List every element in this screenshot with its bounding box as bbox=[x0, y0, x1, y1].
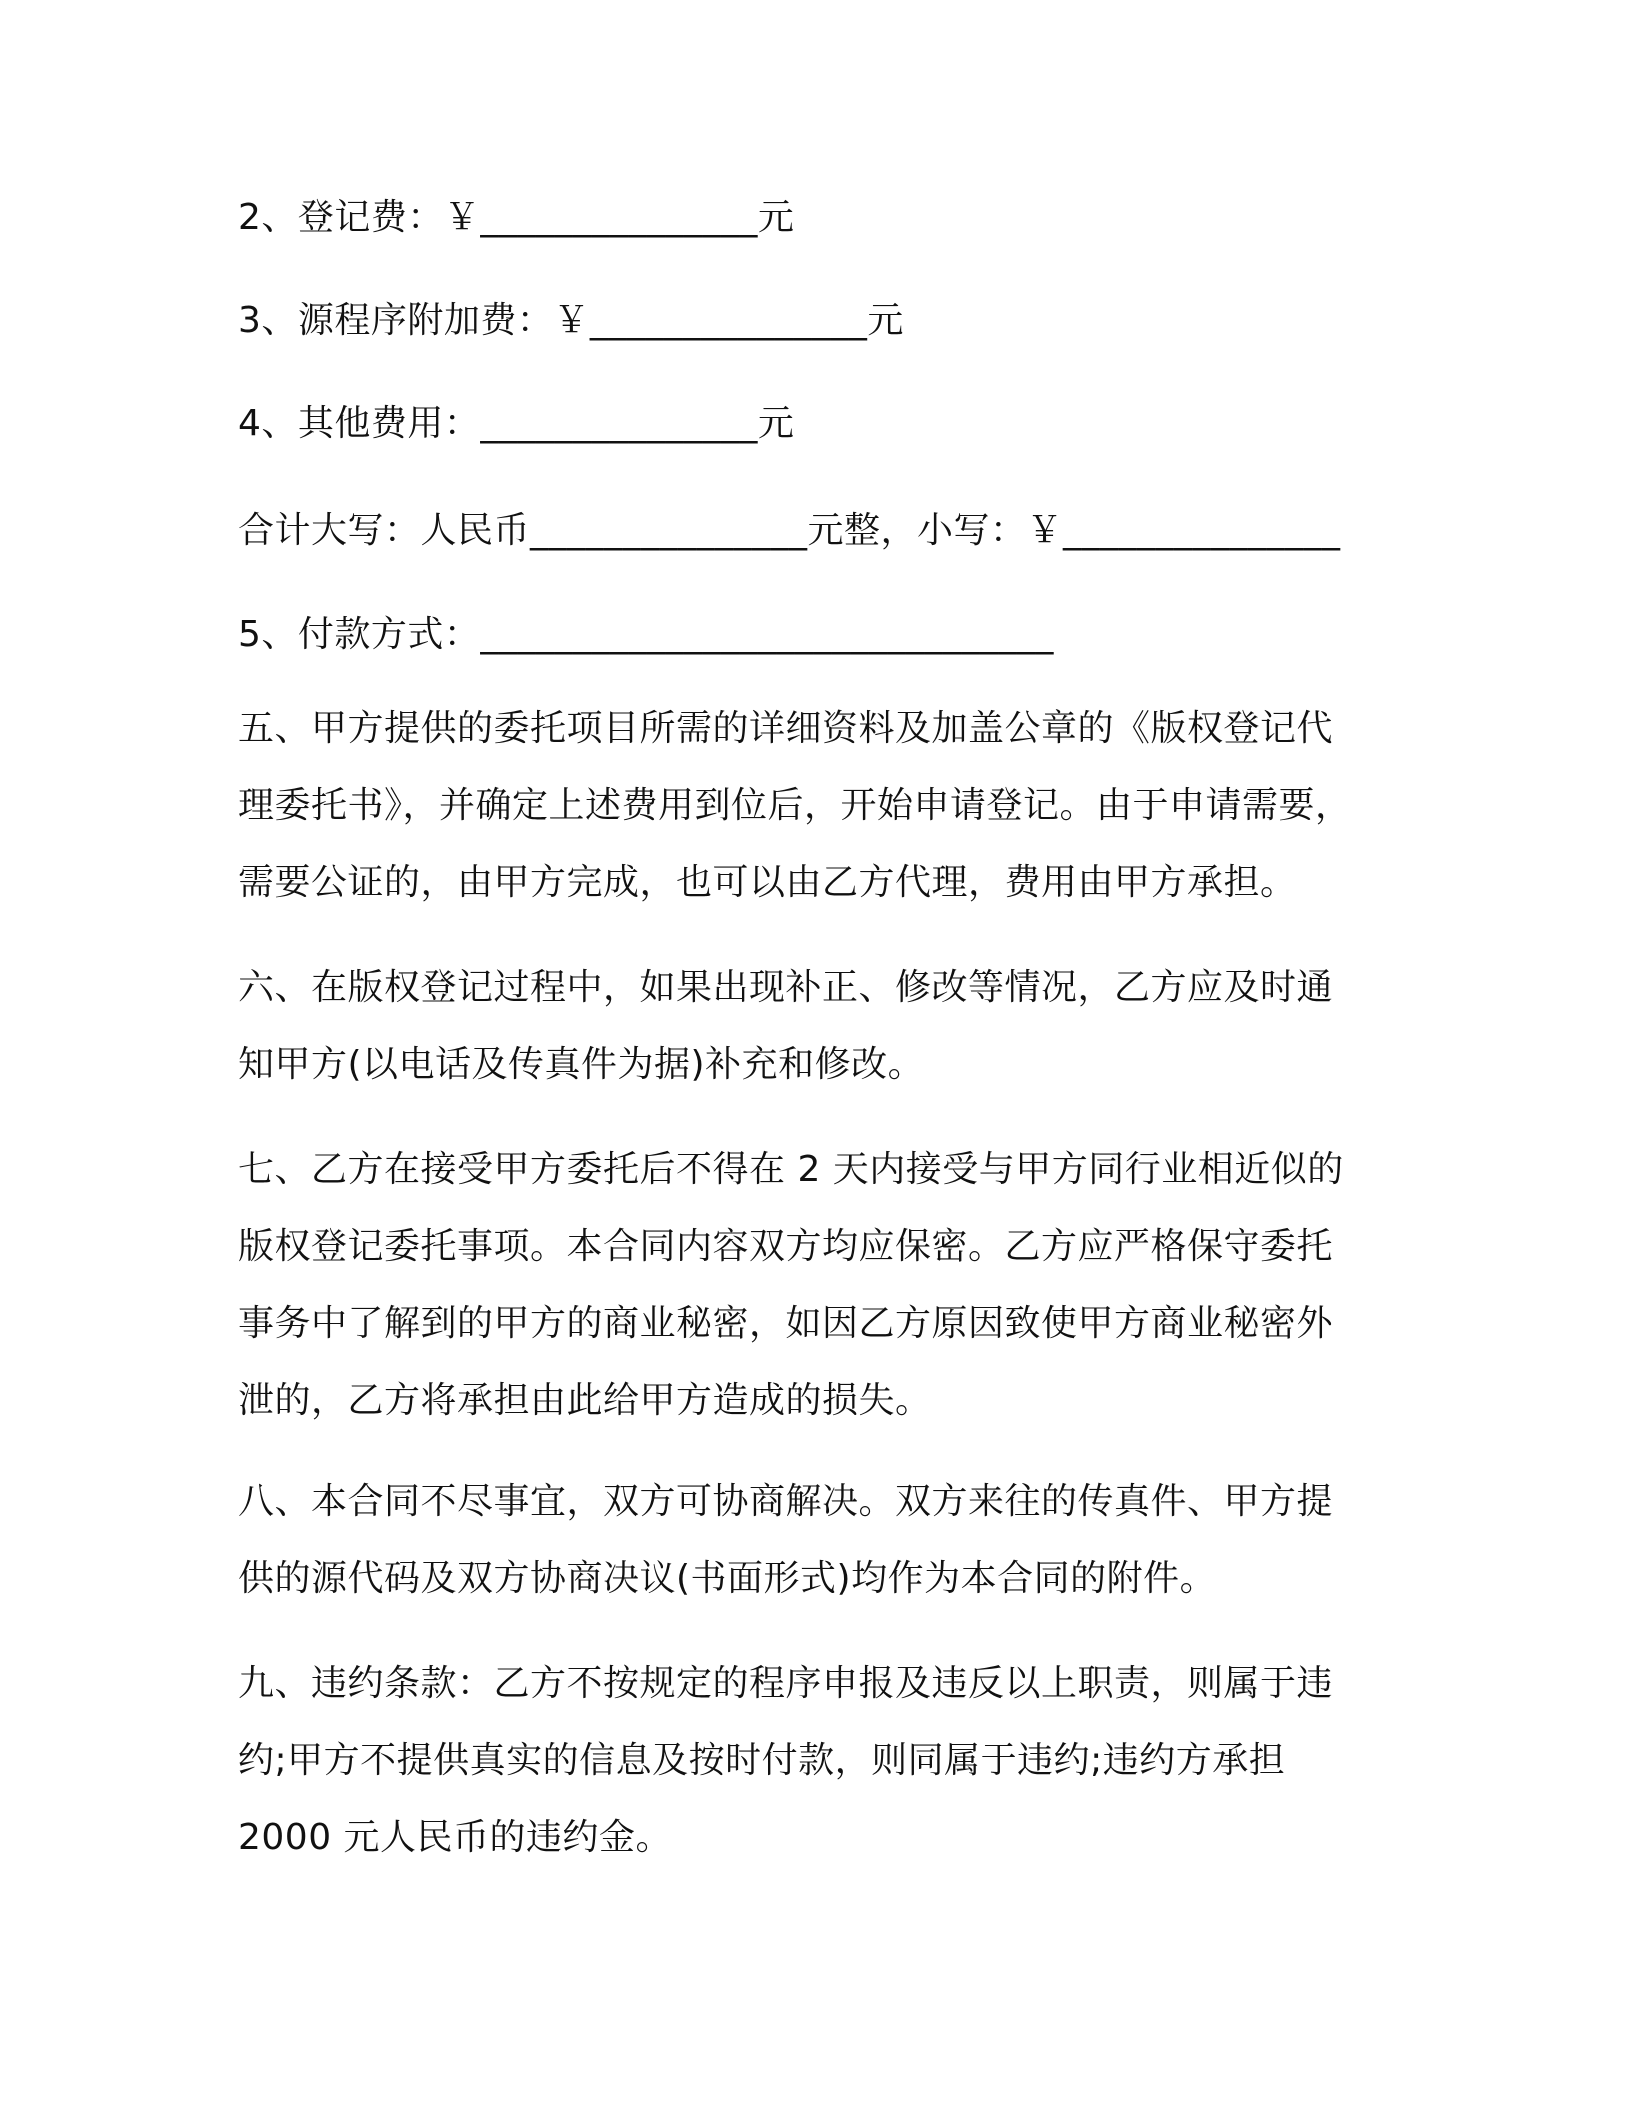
section-7-line-3: 事务中了解到的甲方的商业秘密，如因乙方原因致使甲方商业秘密外 bbox=[238, 1303, 1334, 1344]
section-7-line-1: 七、乙方在接受甲方委托后不得在 2 天内接受与甲方同行业相近似的 bbox=[238, 1149, 1344, 1190]
section-9-line-1: 九、违约条款：乙方不按规定的程序申报及违反以上职责，则属于违 bbox=[238, 1663, 1334, 1704]
fee-line-other: 4、其他费用：_______________元 bbox=[238, 403, 795, 444]
section-9-line-2: 约;甲方不提供真实的信息及按时付款，则同属于违约;违约方承担 bbox=[238, 1740, 1286, 1781]
fee-line-source-program: 3、源程序附加费：￥_______________元 bbox=[238, 300, 904, 341]
section-7-line-4: 泄的，乙方将承担由此给甲方造成的损失。 bbox=[238, 1380, 932, 1421]
section-6-line-2: 知甲方(以电话及传真件为据)补充和修改。 bbox=[238, 1044, 925, 1085]
section-6-line-1: 六、在版权登记过程中，如果出现补正、修改等情况，乙方应及时通 bbox=[238, 967, 1334, 1008]
fee-line-registration: 2、登记费：￥_______________元 bbox=[238, 197, 795, 238]
section-7-line-2: 版权登记委托事项。本合同内容双方均应保密。乙方应严格保守委托 bbox=[238, 1226, 1334, 1267]
section-5-line-2: 理委托书》，并确定上述费用到位后，开始申请登记。由于申请需要， bbox=[238, 785, 1352, 826]
section-9-line-3: 2000 元人民币的违约金。 bbox=[238, 1817, 673, 1858]
section-8-line-1: 八、本合同不尽事宜，双方可协商解决。双方来往的传真件、甲方提 bbox=[238, 1481, 1334, 1522]
section-5-line-3: 需要公证的，由甲方完成，也可以由乙方代理，费用由甲方承担。 bbox=[238, 862, 1297, 903]
section-8-line-2: 供的源代码及双方协商决议(书面形式)均作为本合同的附件。 bbox=[238, 1558, 1217, 1599]
fee-line-payment-method: 5、付款方式：_______________________________ bbox=[238, 614, 1054, 655]
section-5-line-1: 五、甲方提供的委托项目所需的详细资料及加盖公章的《版权登记代 bbox=[238, 708, 1334, 749]
fee-line-total: 合计大写：人民币_______________元整，小写：￥_______________ bbox=[238, 510, 1341, 551]
